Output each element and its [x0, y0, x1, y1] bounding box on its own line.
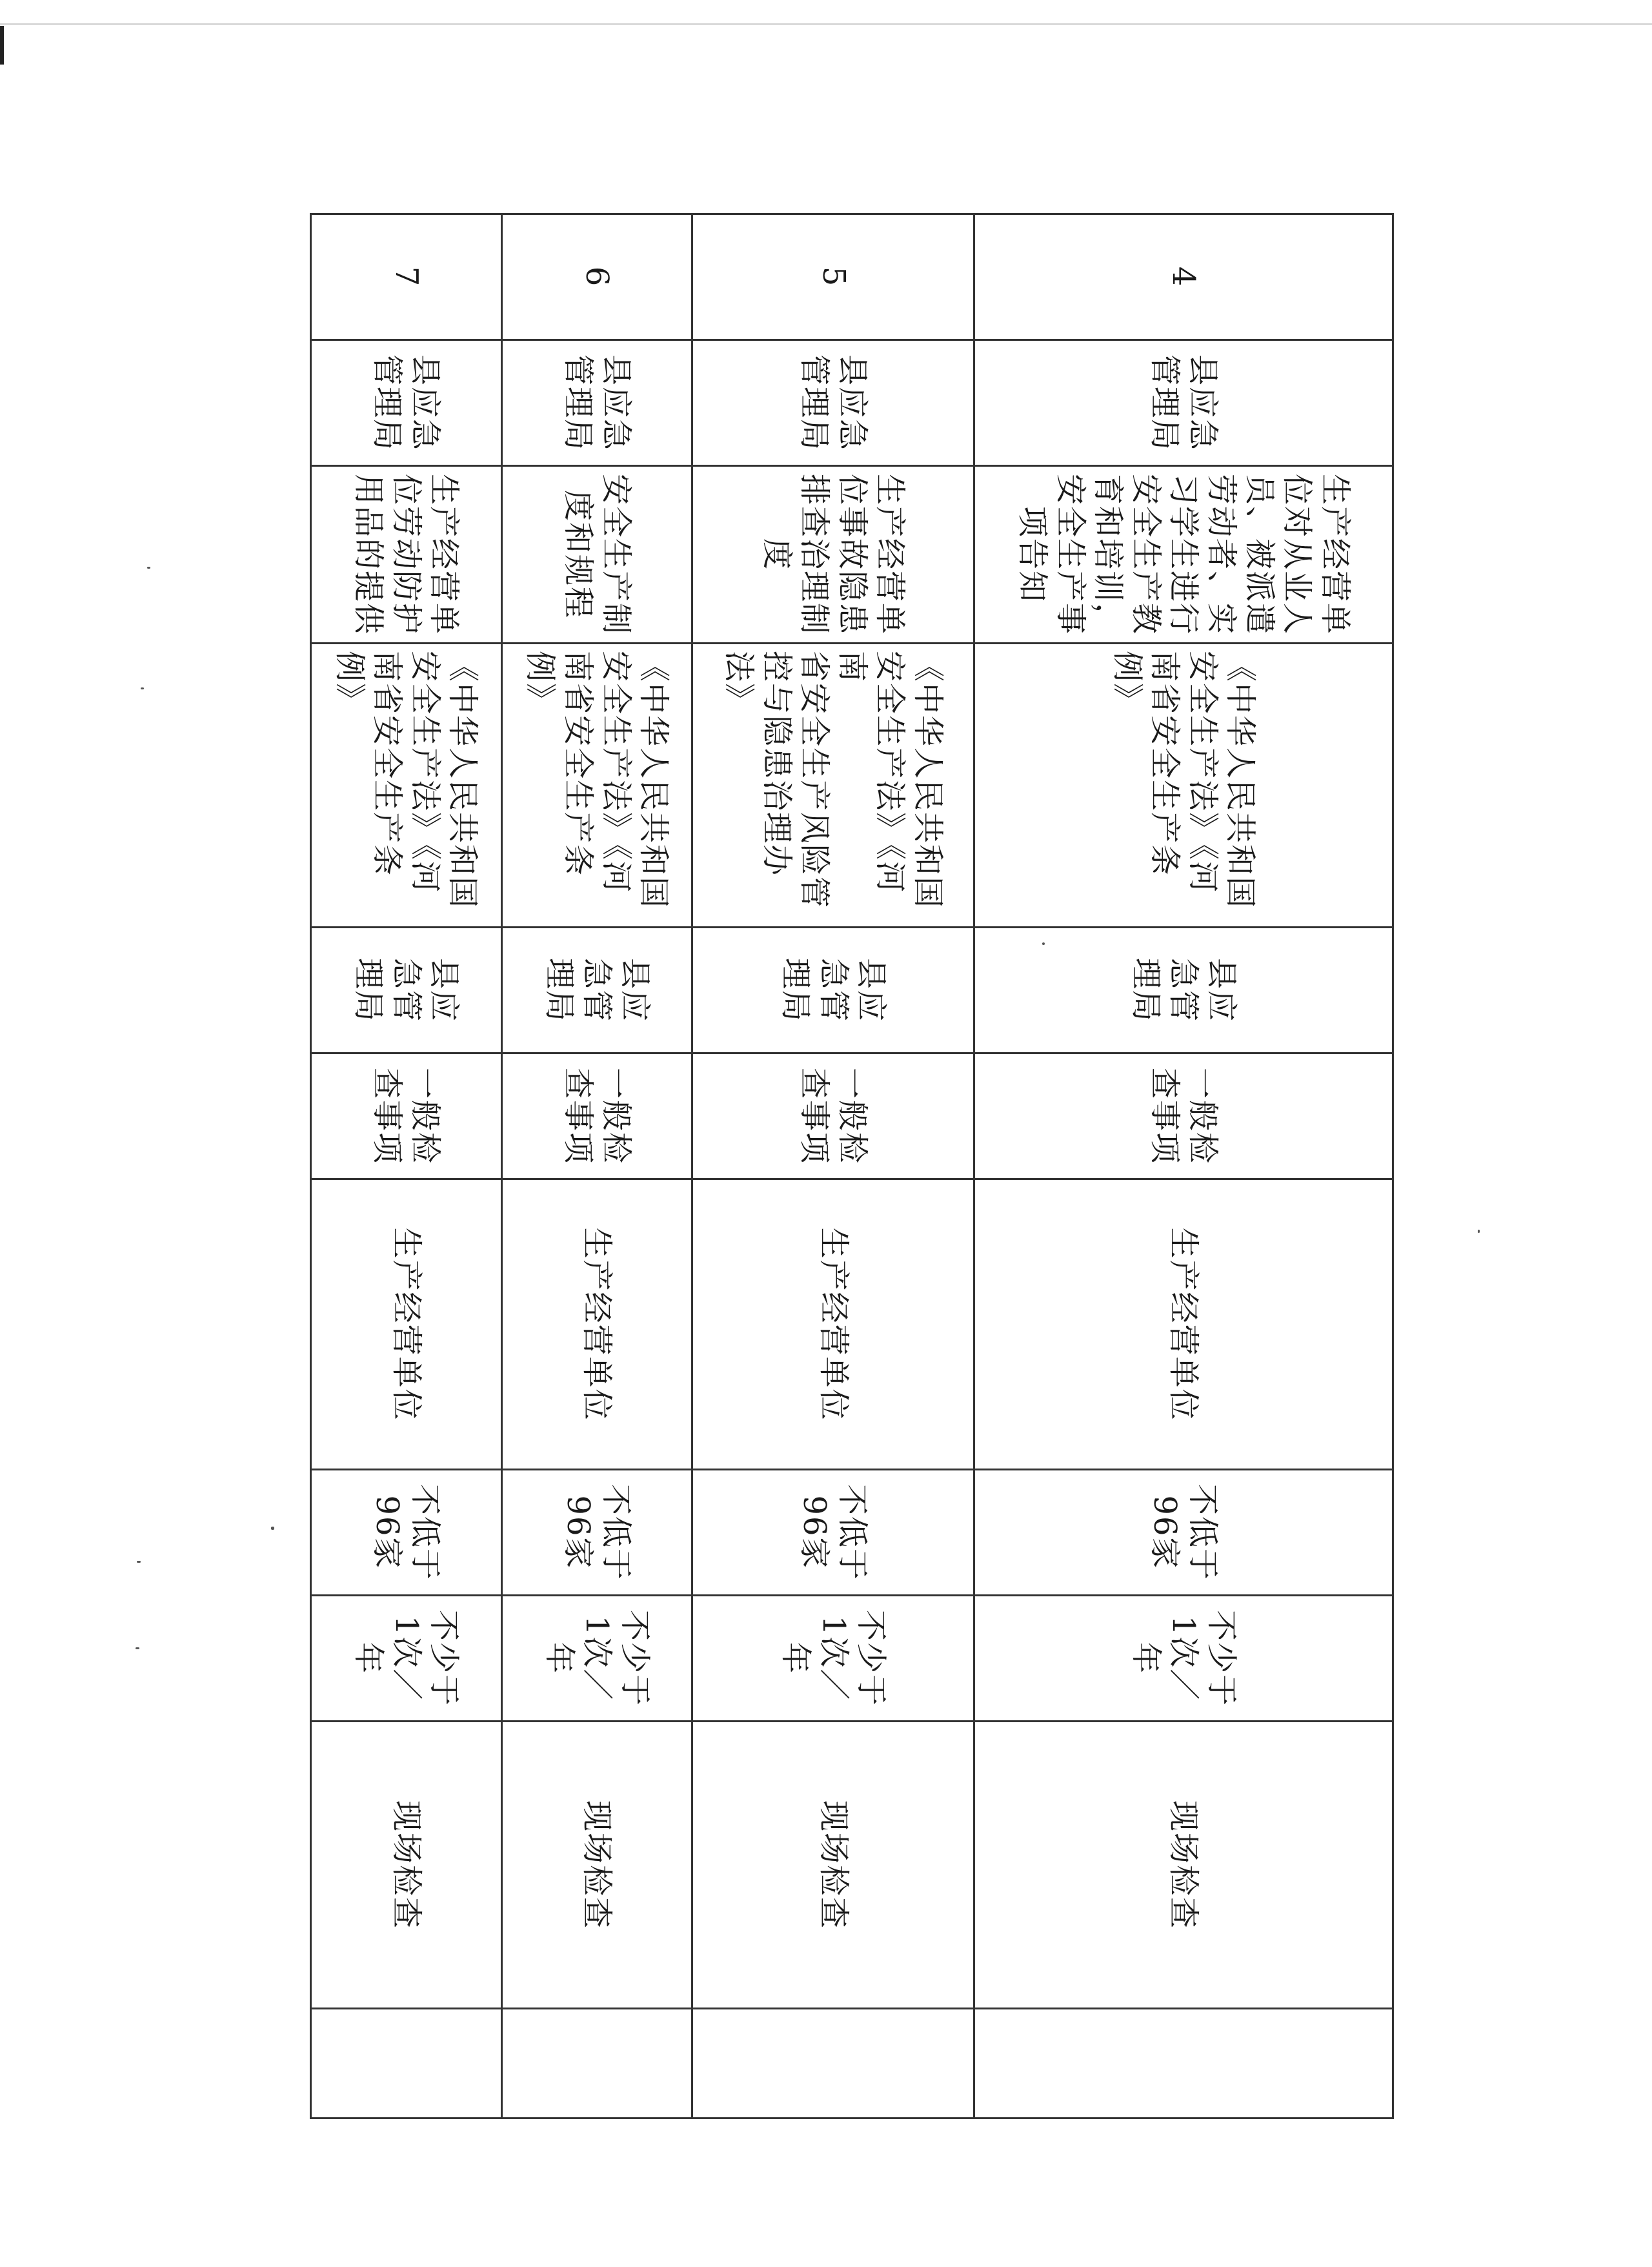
sampling-ratio: 不低于 96家 — [311, 1470, 502, 1596]
inspection-target: 生产经营单位 — [501, 1179, 692, 1470]
row-number: 5 — [692, 214, 974, 340]
inspection-type: 一般检 查事项 — [692, 1053, 974, 1179]
inspection-frequency: 不少于 1次／ 年 — [974, 1596, 1393, 1722]
sampling-ratio: 不低于 96家 — [974, 1470, 1393, 1596]
inspection-frequency: 不少于 1次／ 年 — [501, 1596, 692, 1722]
inspecting-organization: 县应 急管 理局 — [974, 928, 1393, 1053]
department: 县应急 管理局 — [692, 340, 974, 466]
inspection-item: 生产经营单 位劳动防护 用品的提供 — [311, 466, 502, 644]
inspection-target: 生产经营单位 — [692, 1179, 974, 1470]
table-row — [501, 214, 692, 2119]
department: 县应急 管理局 — [311, 340, 502, 466]
row-number: 7 — [311, 214, 502, 340]
legal-basis: 《中华人民共和国 安全生产法》《河 南省安全生产条例》 — [311, 644, 502, 928]
inspection-table — [310, 213, 1394, 2119]
department: 县应急 管理局 — [974, 340, 1393, 466]
remark — [692, 2009, 974, 2119]
scan-speck — [271, 1527, 274, 1530]
inspection-method: 现场检查 — [692, 1722, 974, 2009]
inspecting-organization: 县应 急管 理局 — [311, 928, 502, 1053]
inspection-type: 一般检 查事项 — [501, 1053, 692, 1179]
scan-mark — [0, 26, 4, 65]
row-number: 6 — [501, 214, 692, 340]
inspection-target: 生产经营单位 — [311, 1179, 502, 1470]
legal-basis: 《中华人民共和国 安全生产法》《河 南省安全生产条例》 — [974, 644, 1393, 928]
scan-speck — [137, 1561, 141, 1563]
rotated-page — [310, 213, 1394, 2117]
inspection-method: 现场检查 — [311, 1722, 502, 2009]
scan-speck — [1042, 942, 1045, 945]
scan-speck — [136, 1647, 139, 1649]
inspection-target: 生产经营单位 — [974, 1179, 1393, 1470]
legal-basis: 《中华人民共和国 安全生产法》《河南 省安全生产风险管 控与隐患治理办法》 — [692, 644, 974, 928]
scan-speck — [141, 687, 144, 689]
legal-basis: 《中华人民共和国 安全生产法》《河 南省安全生产条例》 — [501, 644, 692, 928]
inspecting-organization: 县应 急管 理局 — [692, 928, 974, 1053]
sampling-ratio: 不低于 96家 — [692, 1470, 974, 1596]
table-row — [974, 214, 1393, 2119]
remark — [501, 2009, 692, 2119]
inspection-item: 生产经营单 位对从业人 员、被派遣 劳动者、实 习学生进行 安全生产教 育和培训， 安全生产事 项告知 — [974, 466, 1393, 644]
scan-edge — [0, 23, 1652, 25]
table-row — [311, 214, 502, 2119]
remark — [974, 2009, 1393, 2119]
inspection-frequency: 不少于 1次／ 年 — [692, 1596, 974, 1722]
inspecting-organization: 县应 急管 理局 — [501, 928, 692, 1053]
inspection-type: 一般检 查事项 — [311, 1053, 502, 1179]
inspection-item: 安全生产制 度和规程 — [501, 466, 692, 644]
department: 县应急 管理局 — [501, 340, 692, 466]
sampling-ratio: 不低于 96家 — [501, 1470, 692, 1596]
scan-speck — [147, 567, 150, 569]
inspection-frequency: 不少于 1次／ 年 — [311, 1596, 502, 1722]
inspection-type: 一般检 查事项 — [974, 1053, 1393, 1179]
row-number: 4 — [974, 214, 1393, 340]
inspection-method: 现场检查 — [501, 1722, 692, 2009]
inspection-method: 现场检查 — [974, 1722, 1393, 2009]
table-row — [692, 214, 974, 2119]
remark — [311, 2009, 502, 2119]
inspection-item: 生产经营单 位事故隐患 排查治理制 度 — [692, 466, 974, 644]
scan-speck — [1478, 1230, 1480, 1233]
